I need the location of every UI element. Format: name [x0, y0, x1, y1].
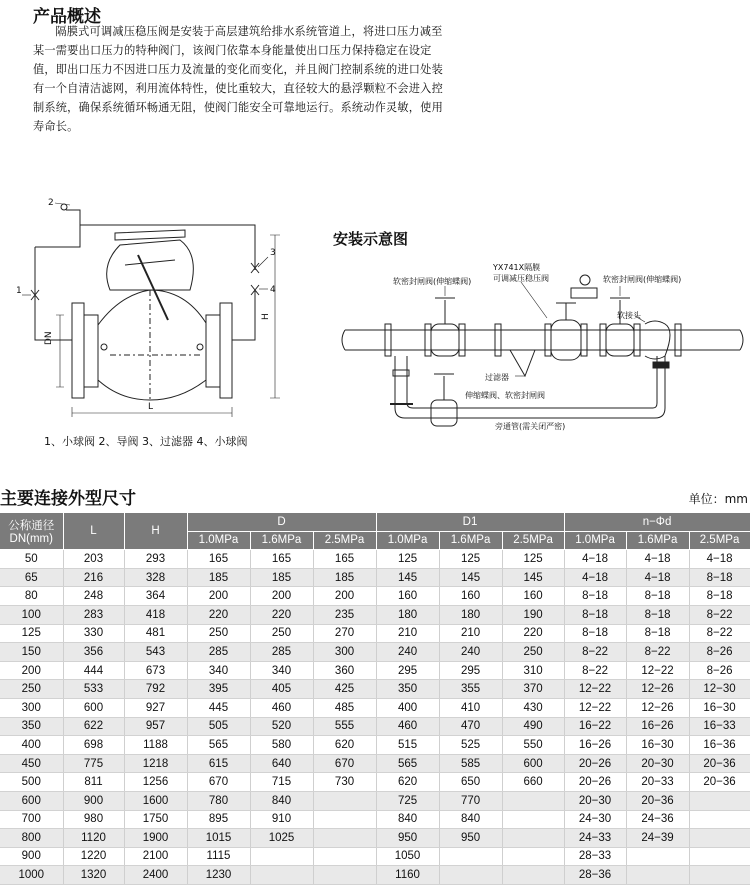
table-cell: 1256 — [124, 773, 187, 792]
table-cell: 270 — [313, 624, 376, 643]
table-cell: 20−36 — [689, 754, 750, 773]
table-cell: 8−22 — [689, 624, 750, 643]
table-cell: 248 — [63, 587, 124, 606]
label-bypass: 旁通管(需关闭严密) — [495, 422, 566, 431]
table-cell: 250 — [250, 624, 313, 643]
table-cell: 927 — [124, 698, 187, 717]
table-cell: 20−30 — [626, 754, 689, 773]
table-cell: 300 — [0, 698, 63, 717]
table-cell: 980 — [63, 810, 124, 829]
table-cell: 395 — [187, 680, 250, 699]
table-cell: 200 — [0, 661, 63, 680]
table-cell: 12−22 — [564, 698, 626, 717]
table-cell: 1015 — [187, 829, 250, 848]
table-cell: 300 — [313, 643, 376, 662]
table-cell: 200 — [250, 587, 313, 606]
table-cell: 185 — [250, 568, 313, 587]
table-cell: 20−30 — [564, 791, 626, 810]
table-cell: 1900 — [124, 829, 187, 848]
table-cell: 585 — [439, 754, 502, 773]
table-cell: 620 — [376, 773, 439, 792]
table-cell — [502, 791, 564, 810]
dimensions-body — [0, 550, 750, 885]
header-n-phi-d: n−Φd — [564, 513, 750, 531]
table-cell: 16−30 — [626, 736, 689, 755]
table-cell: 20−26 — [564, 773, 626, 792]
table-cell: 20−33 — [626, 773, 689, 792]
table-cell: 125 — [376, 550, 439, 569]
table-cell: 505 — [187, 717, 250, 736]
table-cell: 165 — [250, 550, 313, 569]
table-cell: 364 — [124, 587, 187, 606]
left-flange — [72, 303, 84, 398]
table-cell: 16−26 — [564, 736, 626, 755]
table-cell: 24−33 — [564, 829, 626, 848]
table-cell: 283 — [63, 605, 124, 624]
table-cell: 500 — [0, 773, 63, 792]
label-4: 4 — [270, 285, 276, 295]
table-cell: 160 — [439, 587, 502, 606]
table-cell: 840 — [376, 810, 439, 829]
label-dn: DN — [44, 331, 54, 345]
table-cell: 8−18 — [689, 587, 750, 606]
table-cell: 470 — [439, 717, 502, 736]
table-cell: 295 — [376, 661, 439, 680]
table-cell: 8−22 — [564, 643, 626, 662]
table-cell: 8−18 — [564, 605, 626, 624]
table-row — [0, 550, 750, 569]
pressure-header-cell: 1.6MPa — [626, 531, 689, 550]
table-cell — [502, 829, 564, 848]
table-cell: 615 — [187, 754, 250, 773]
table-row — [0, 717, 750, 736]
table-cell — [439, 847, 502, 866]
table-cell: 565 — [187, 736, 250, 755]
table-cell: 350 — [0, 717, 63, 736]
table-cell: 145 — [376, 568, 439, 587]
table-cell: 240 — [439, 643, 502, 662]
table-cell: 24−36 — [626, 810, 689, 829]
table-cell: 444 — [63, 661, 124, 680]
table-cell: 840 — [250, 791, 313, 810]
valve-drawing-caption: 1、小球阀 2、导阀 3、过滤器 4、小球阀 — [44, 435, 248, 448]
table-cell: 780 — [187, 791, 250, 810]
table-cell: 895 — [187, 810, 250, 829]
overview-text: 隔膜式可调减压稳压阀是安装于高层建筑给排水系统管道上，将进口压力减至某一需要出口压力的特种阀门，该阀门依靠本身能量使出口压力保持稳定在设定值，即出口压力不因进口压力及流量的变化而变化，并且阀门控制系统的进口处装有一个自清洁滤网，利用流体特性，使比重较大，直径较大的悬浮颗粒不会进入控制系统，确保系统循环畅通无阻，使阀门能安全可靠地运行。系统动作灵敏，使用寿命长。 — [33, 25, 443, 133]
table-row — [0, 847, 750, 866]
table-cell: 622 — [63, 717, 124, 736]
table-cell: 16−26 — [626, 717, 689, 736]
table-cell: 12−26 — [626, 698, 689, 717]
pressure-header-cell: 1.6MPa — [250, 531, 313, 550]
table-cell: 50 — [0, 550, 63, 569]
table-cell — [689, 829, 750, 848]
table-cell: 235 — [313, 605, 376, 624]
dimensions-title: 主要连接外型尺寸 — [0, 489, 136, 509]
table-cell: 20−26 — [564, 754, 626, 773]
table-cell: 775 — [63, 754, 124, 773]
table-cell: 210 — [376, 624, 439, 643]
table-cell: 250 — [502, 643, 564, 662]
table-cell: 24−39 — [626, 829, 689, 848]
table-cell: 410 — [439, 698, 502, 717]
installation-diagram — [335, 258, 747, 443]
table-cell: 1120 — [63, 829, 124, 848]
table-cell: 80 — [0, 587, 63, 606]
pressure-header-cell: 1.6MPa — [439, 531, 502, 550]
table-row — [0, 773, 750, 792]
table-cell: 340 — [250, 661, 313, 680]
table-cell: 490 — [502, 717, 564, 736]
table-cell: 8−26 — [689, 643, 750, 662]
table-cell: 1160 — [376, 866, 439, 885]
table-row — [0, 736, 750, 755]
table-cell: 8−18 — [564, 624, 626, 643]
table-cell: 800 — [0, 829, 63, 848]
table-cell: 150 — [0, 643, 63, 662]
table-cell: 180 — [376, 605, 439, 624]
table-cell: 481 — [124, 624, 187, 643]
table-cell: 1025 — [250, 829, 313, 848]
overview-title: 产品概述 — [33, 7, 101, 27]
label-yx741x-type: 可调减压稳压阀 — [493, 274, 549, 283]
table-cell — [502, 866, 564, 885]
table-cell: 295 — [439, 661, 502, 680]
label-soft-seal-left: 软密封闸阀(伸缩蝶阀) — [393, 277, 472, 286]
table-cell: 2400 — [124, 866, 187, 885]
pressure-header-cell: 1.0MPa — [187, 531, 250, 550]
table-cell: 285 — [250, 643, 313, 662]
table-cell — [502, 847, 564, 866]
table-cell: 356 — [63, 643, 124, 662]
table-cell: 533 — [63, 680, 124, 699]
pressure-header-cell: 2.5MPa — [502, 531, 564, 550]
table-cell: 730 — [313, 773, 376, 792]
table-cell: 8−18 — [626, 587, 689, 606]
table-cell: 1220 — [63, 847, 124, 866]
table-cell: 4−18 — [626, 550, 689, 569]
label-2: 2 — [48, 198, 54, 208]
table-cell: 600 — [0, 791, 63, 810]
table-cell: 4−18 — [626, 568, 689, 587]
table-cell — [689, 866, 750, 885]
table-cell: 65 — [0, 568, 63, 587]
table-cell: 1230 — [187, 866, 250, 885]
table-cell: 20−36 — [626, 791, 689, 810]
table-cell: 200 — [187, 587, 250, 606]
table-cell: 550 — [502, 736, 564, 755]
table-row — [0, 680, 750, 699]
table-cell: 725 — [376, 791, 439, 810]
table-cell: 340 — [187, 661, 250, 680]
table-cell: 950 — [439, 829, 502, 848]
label-yx741x: YX741X隔膜 — [493, 263, 541, 272]
label-soft-joint: 软接头 — [617, 311, 641, 320]
table-cell — [689, 791, 750, 810]
table-cell: 460 — [250, 698, 313, 717]
table-cell: 12−22 — [626, 661, 689, 680]
table-cell: 8−26 — [689, 661, 750, 680]
table-cell: 145 — [502, 568, 564, 587]
table-cell: 405 — [250, 680, 313, 699]
table-cell: 700 — [0, 810, 63, 829]
table-cell: 1000 — [0, 866, 63, 885]
table-cell: 125 — [439, 550, 502, 569]
table-cell: 165 — [313, 550, 376, 569]
table-cell: 16−36 — [689, 736, 750, 755]
table-cell: 4−18 — [564, 568, 626, 587]
table-cell: 240 — [376, 643, 439, 662]
table-cell: 460 — [376, 717, 439, 736]
dimensions-table — [0, 513, 750, 885]
table-cell: 1188 — [124, 736, 187, 755]
header-l: L — [63, 513, 124, 550]
table-row — [0, 643, 750, 662]
table-cell: 2100 — [124, 847, 187, 866]
table-cell: 555 — [313, 717, 376, 736]
table-cell: 100 — [0, 605, 63, 624]
table-cell: 620 — [313, 736, 376, 755]
pressure-header-cell: 2.5MPa — [689, 531, 750, 550]
table-cell: 400 — [376, 698, 439, 717]
table-cell: 4−18 — [564, 550, 626, 569]
table-cell: 8−18 — [626, 624, 689, 643]
table-cell: 8−22 — [626, 643, 689, 662]
table-cell: 520 — [250, 717, 313, 736]
table-cell: 1115 — [187, 847, 250, 866]
table-cell: 650 — [439, 773, 502, 792]
table-cell — [689, 847, 750, 866]
table-cell: 125 — [0, 624, 63, 643]
table-cell: 210 — [439, 624, 502, 643]
table-cell: 328 — [124, 568, 187, 587]
table-cell — [313, 810, 376, 829]
table-cell — [250, 847, 313, 866]
table-cell: 8−22 — [564, 661, 626, 680]
table-cell — [250, 866, 313, 885]
table-cell: 1750 — [124, 810, 187, 829]
table-cell: 698 — [63, 736, 124, 755]
table-cell: 8−18 — [626, 605, 689, 624]
table-cell: 450 — [0, 754, 63, 773]
table-cell: 16−22 — [564, 717, 626, 736]
table-cell: 910 — [250, 810, 313, 829]
table-cell: 900 — [63, 791, 124, 810]
table-cell: 957 — [124, 717, 187, 736]
table-cell: 12−26 — [626, 680, 689, 699]
table-row — [0, 661, 750, 680]
table-cell — [313, 791, 376, 810]
table-cell: 673 — [124, 661, 187, 680]
table-cell: 185 — [187, 568, 250, 587]
table-cell: 220 — [250, 605, 313, 624]
table-row — [0, 866, 750, 885]
table-cell: 360 — [313, 661, 376, 680]
table-row — [0, 754, 750, 773]
right-flange — [220, 303, 232, 398]
table-cell: 660 — [502, 773, 564, 792]
valve-drawing — [0, 195, 290, 425]
pressure-header-cell: 1.0MPa — [376, 531, 439, 550]
table-cell: 400 — [0, 736, 63, 755]
table-cell: 8−18 — [689, 568, 750, 587]
table-cell: 220 — [187, 605, 250, 624]
table-cell: 12−30 — [689, 680, 750, 699]
table-cell: 1218 — [124, 754, 187, 773]
table-cell: 900 — [0, 847, 63, 866]
table-cell: 16−33 — [689, 717, 750, 736]
table-cell: 430 — [502, 698, 564, 717]
table-cell: 792 — [124, 680, 187, 699]
table-cell: 525 — [439, 736, 502, 755]
table-cell: 16−30 — [689, 698, 750, 717]
table-cell: 543 — [124, 643, 187, 662]
table-cell: 165 — [187, 550, 250, 569]
table-cell — [313, 847, 376, 866]
table-row — [0, 568, 750, 587]
table-cell: 670 — [187, 773, 250, 792]
table-cell: 515 — [376, 736, 439, 755]
table-cell: 811 — [63, 773, 124, 792]
table-cell: 565 — [376, 754, 439, 773]
installation-title: 安装示意图 — [333, 230, 409, 248]
table-cell: 28−36 — [564, 866, 626, 885]
table-cell: 24−30 — [564, 810, 626, 829]
pressure-header-cell: 2.5MPa — [313, 531, 376, 550]
table-cell: 355 — [439, 680, 502, 699]
table-cell — [313, 829, 376, 848]
table-cell: 330 — [63, 624, 124, 643]
table-cell: 445 — [187, 698, 250, 717]
label-strainer: 过滤器 — [485, 373, 509, 382]
table-cell: 485 — [313, 698, 376, 717]
table-cell: 160 — [376, 587, 439, 606]
table-row — [0, 698, 750, 717]
table-cell: 370 — [502, 680, 564, 699]
label-1: 1 — [16, 286, 22, 296]
table-cell: 8−18 — [564, 587, 626, 606]
table-cell: 670 — [313, 754, 376, 773]
header-h: H — [124, 513, 187, 550]
table-cell — [502, 810, 564, 829]
table-row — [0, 624, 750, 643]
table-cell: 640 — [250, 754, 313, 773]
table-cell: 4−18 — [689, 550, 750, 569]
table-cell: 190 — [502, 605, 564, 624]
header-d: D — [187, 513, 376, 531]
label-l: L — [148, 402, 154, 412]
table-cell: 715 — [250, 773, 313, 792]
table-cell: 200 — [313, 587, 376, 606]
table-cell: 425 — [313, 680, 376, 699]
table-row — [0, 605, 750, 624]
table-cell: 216 — [63, 568, 124, 587]
table-cell: 285 — [187, 643, 250, 662]
table-cell: 145 — [439, 568, 502, 587]
table-cell: 1320 — [63, 866, 124, 885]
table-cell — [313, 866, 376, 885]
table-cell: 1050 — [376, 847, 439, 866]
table-cell: 180 — [439, 605, 502, 624]
table-cell: 250 — [187, 624, 250, 643]
table-cell: 600 — [63, 698, 124, 717]
table-cell: 20−36 — [689, 773, 750, 792]
table-cell: 350 — [376, 680, 439, 699]
table-cell: 770 — [439, 791, 502, 810]
table-cell — [626, 866, 689, 885]
table-row — [0, 829, 750, 848]
table-row — [0, 810, 750, 829]
table-cell — [626, 847, 689, 866]
table-cell: 293 — [124, 550, 187, 569]
unit-label: 单位：mm — [688, 492, 748, 506]
table-cell: 580 — [250, 736, 313, 755]
table-cell: 28−33 — [564, 847, 626, 866]
header-dn: 公称通径 DN(mm) — [0, 513, 63, 550]
label-bottom-valve: 伸缩蝶阀、软密封闸阀 — [465, 391, 545, 400]
table-cell: 310 — [502, 661, 564, 680]
label-3: 3 — [270, 248, 276, 258]
label-soft-seal-right: 软密封闸阀(伸缩蝶阀) — [603, 275, 682, 284]
table-cell: 185 — [313, 568, 376, 587]
table-cell: 250 — [0, 680, 63, 699]
table-cell — [439, 866, 502, 885]
table-row — [0, 791, 750, 810]
table-cell: 125 — [502, 550, 564, 569]
table-cell: 950 — [376, 829, 439, 848]
table-cell: 840 — [439, 810, 502, 829]
table-row — [0, 587, 750, 606]
table-cell: 1600 — [124, 791, 187, 810]
table-cell: 12−22 — [564, 680, 626, 699]
pressure-header-cell: 1.0MPa — [564, 531, 626, 550]
label-h: H — [261, 313, 271, 320]
table-cell: 160 — [502, 587, 564, 606]
table-cell: 418 — [124, 605, 187, 624]
table-cell: 8−22 — [689, 605, 750, 624]
table-cell — [689, 810, 750, 829]
table-cell: 203 — [63, 550, 124, 569]
table-cell: 220 — [502, 624, 564, 643]
table-cell: 600 — [502, 754, 564, 773]
header-d1: D1 — [376, 513, 564, 531]
